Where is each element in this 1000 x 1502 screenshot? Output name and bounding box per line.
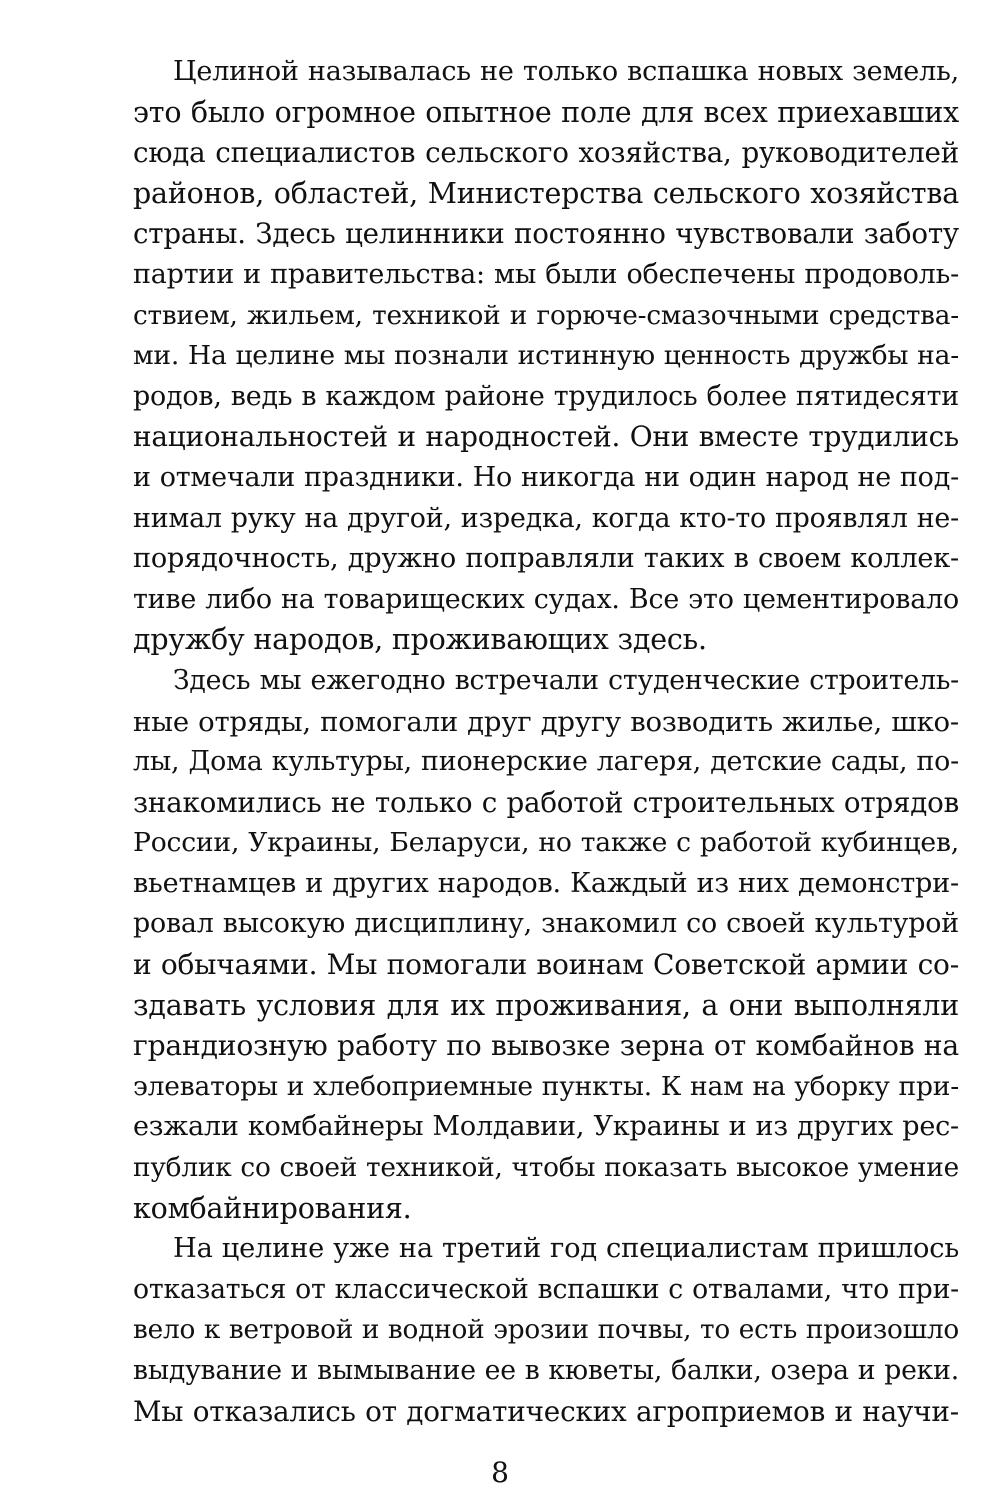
text-line: вьетнамцев и других народов. Каждый из них демонстри- <box>133 867 959 899</box>
text-line: На целине уже на третий год специалистам пришлось <box>173 1233 959 1265</box>
text-line: грандиозную работу по вывозке зерна от комбайнов на <box>133 1029 959 1063</box>
text-line: здавать условия для их проживания, а они выполняли <box>133 988 959 1022</box>
text-line: национальностей и народностей. Они вместе трудились <box>133 420 959 454</box>
text-line: страны. Здесь целинники постоянно чувствовали заботу <box>133 217 959 251</box>
text-line: это было огромное опытное поле для всех приехавших <box>133 95 959 129</box>
text-line: районов, областей, Министерства сельского хозяйства <box>133 176 959 210</box>
text-line: родов, ведь в каждом районе трудилось более пятидесяти <box>133 380 959 412</box>
text-line: ми. На целине мы познали истинную ценность дружбы на- <box>133 340 959 372</box>
paragraph <box>133 52 959 661</box>
text-line: Целиной называлась не только вспашка новых земель, <box>173 56 959 87</box>
text-line: нимал руку на другой, изредка, когда кто-то проявлял не- <box>133 502 959 534</box>
text-line: вело к ветровой и водной эрозии почвы, то есть произошло <box>133 1315 959 1346</box>
paragraph <box>133 661 959 1229</box>
page-body <box>133 52 959 1432</box>
text-line: и отмечали праздники. Но никогда ни один народ не под- <box>133 461 959 493</box>
text-line: элеваторы и хлебоприемные пункты. К нам на уборку при- <box>133 1070 959 1102</box>
text-line: лы, Дома культуры, пионерские лагеря, детские сады, по- <box>133 746 959 778</box>
text-line: ровал высокую дисциплину, знакомил со своей культурой <box>133 908 959 940</box>
text-line: партии и правительства: мы были обеспечены продоволь- <box>133 258 959 290</box>
text-line: публик со своей техникой, чтобы показать высокое умение <box>133 1153 959 1184</box>
paragraph <box>133 1229 959 1432</box>
text-line: ные отряды, помогали друг другу возводить жилье, шко- <box>133 705 959 738</box>
page-number: 8 <box>491 1456 509 1489</box>
text-line: ствием, жильем, техникой и горюче-смазочными средства- <box>133 300 959 331</box>
text-line: порядочность, дружно поправляли таких в своем коллек- <box>133 543 959 575</box>
text-line: езжали комбайнеры Молдавии, Украины и из других рес- <box>133 1111 959 1143</box>
text-line: комбайнирования. <box>133 1191 412 1225</box>
text-line: России, Украины, Беларуси, но также с работой кубинцев, <box>133 827 959 859</box>
text-line: знакомились не только с работой строительных отрядов <box>133 785 959 819</box>
text-line: дружбу народов, проживающих здесь. <box>133 623 707 657</box>
text-line: отказаться от классической вспашки с отвалами, что при- <box>133 1273 959 1305</box>
text-line: Здесь мы ежегодно встречали студенческие строитель- <box>173 664 959 696</box>
text-line: сюда специалистов сельского хозяйства, руководителей <box>133 136 959 170</box>
text-line: тиве либо на товарищеских судах. Все это цементировало <box>133 583 959 615</box>
text-line: Мы отказались от догматических агроприемов и научи- <box>133 1394 959 1428</box>
text-line: и обычаями. Мы помогали воинам Советской армии со- <box>133 948 959 982</box>
text-line: выдувание и вымывание ее в кюветы, балки, озера и реки. <box>133 1355 959 1386</box>
